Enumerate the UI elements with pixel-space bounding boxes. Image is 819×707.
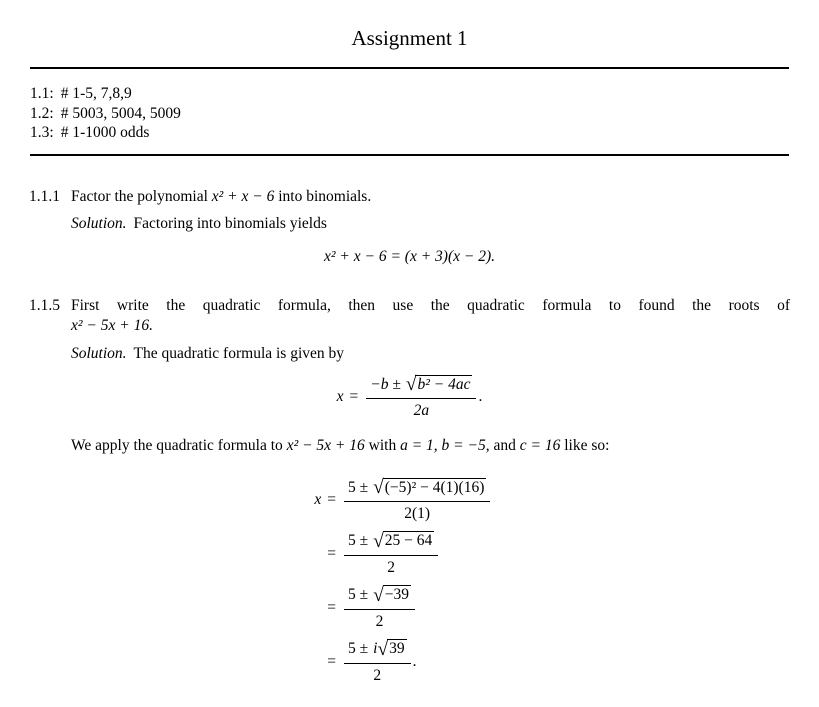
syllabus-item-text: # 1-1000 odds <box>60 124 150 142</box>
syllabus-item <box>30 104 789 124</box>
square-root <box>405 374 473 396</box>
problem-1-1-5 <box>29 296 790 685</box>
equation-lhs <box>308 490 336 510</box>
fraction-numerator <box>344 530 438 555</box>
solution-label: Solution. <box>71 214 127 232</box>
statement-text: First write the quadratic formula, then use the quadratic formula to found the roots of <box>71 297 790 315</box>
fraction <box>366 374 476 421</box>
fraction-numerator <box>366 374 476 399</box>
quadratic-formula-equation <box>29 374 790 421</box>
lhs-variable: x <box>336 387 344 405</box>
problem-1-1-1 <box>29 187 790 267</box>
radicand: (−5)² − 4(1)(16) <box>384 478 485 496</box>
derivation-row-3 <box>308 584 790 631</box>
solution-text: Factoring into binomials yields <box>133 214 327 232</box>
syllabus-item-label: 1.1: <box>30 85 54 103</box>
radicand: 25 − 64 <box>384 532 433 550</box>
syllabus-item-label: 1.2: <box>30 104 54 122</box>
radical-sign: √ <box>373 531 383 553</box>
syllabus-item <box>30 84 789 104</box>
apply-text: with <box>364 437 401 455</box>
square-root <box>373 477 486 499</box>
derivation-block <box>308 477 790 685</box>
numerator-prefix: 5 ± <box>348 478 369 496</box>
equation-period: . <box>412 652 417 670</box>
fraction-numerator <box>344 638 411 663</box>
problem-statement-row <box>29 296 790 336</box>
radicand: −39 <box>384 586 410 604</box>
problem-statement-row <box>29 187 790 207</box>
problem-number: 1.1.1 <box>29 187 60 205</box>
fraction-denominator: 2a <box>413 402 430 420</box>
syllabus-item <box>30 123 789 143</box>
fraction-numerator <box>344 477 490 502</box>
lhs-variable: x <box>314 490 322 508</box>
inline-math: a = 1, b = −5 <box>400 437 486 455</box>
equals-sign: = <box>327 652 336 670</box>
radical-sign: √ <box>373 584 383 606</box>
numerator-variable: i <box>373 640 378 658</box>
solution-label: Solution. <box>71 344 127 362</box>
radicand: 39 <box>389 640 405 658</box>
solution-paragraph <box>71 344 790 364</box>
radical-sign: √ <box>377 638 388 660</box>
equals-sign: = <box>327 598 336 616</box>
problem-statement <box>71 187 790 207</box>
solution-paragraph <box>71 214 790 234</box>
fraction <box>344 477 490 524</box>
fraction-denominator: 2 <box>373 666 382 684</box>
problem-statement <box>71 296 790 336</box>
fraction-denominator: 2 <box>387 558 395 576</box>
bottom-rule <box>30 154 789 156</box>
syllabus-item-text: # 5003, 5004, 5009 <box>60 104 181 122</box>
fraction-denominator: 2 <box>375 612 384 630</box>
inline-math: x² + x − 6 <box>211 187 275 205</box>
derivation-row-2 <box>308 530 790 577</box>
square-root <box>377 638 406 660</box>
apply-paragraph <box>71 436 790 456</box>
inline-math: x² − 5x + 16 <box>286 437 365 455</box>
square-root <box>373 531 434 553</box>
apply-text: We apply the quadratic formula to <box>71 437 287 455</box>
fraction-numerator <box>344 584 415 609</box>
fraction-denominator: 2(1) <box>404 505 431 523</box>
statement-text: Factor the polynomial <box>71 187 212 205</box>
numerator-prefix: 5 ± <box>348 586 369 604</box>
equals-sign: = <box>349 387 359 405</box>
equals-sign: = <box>327 490 336 508</box>
top-rule <box>30 67 789 69</box>
statement-line-1 <box>71 296 790 316</box>
apply-text: , and <box>485 437 520 455</box>
fraction <box>344 530 438 577</box>
radicand: b² − 4ac <box>417 375 471 393</box>
fraction <box>344 638 411 685</box>
radical-sign: √ <box>373 477 383 499</box>
display-equation <box>29 247 790 267</box>
equation-lhs <box>337 387 359 407</box>
inline-math: x² + x − 6 = (x + 3)(x − 2). <box>324 248 495 266</box>
page-title: Assignment 1 <box>351 26 468 50</box>
equation-lhs <box>308 652 336 672</box>
derivation-row-4 <box>308 638 790 685</box>
apply-text: like so: <box>560 437 610 455</box>
syllabus-item-label: 1.3: <box>30 124 54 142</box>
syllabus-item-text: # 1-5, 7,8,9 <box>60 85 132 103</box>
statement-text: into binomials. <box>274 187 372 205</box>
equation-lhs <box>308 598 336 618</box>
square-root <box>373 584 411 606</box>
syllabus-list <box>30 84 789 143</box>
equation-period: . <box>478 387 483 405</box>
derivation-row-1 <box>308 477 790 524</box>
problem-number: 1.1.5 <box>29 297 60 315</box>
inline-math: c = 16 <box>519 437 561 455</box>
inline-math: x² − 5x + 16. <box>71 317 153 335</box>
numerator-prefix: 5 ± <box>348 640 369 658</box>
equation-lhs <box>308 544 336 564</box>
numerator-prefix: 5 ± <box>348 532 369 550</box>
statement-line-2 <box>71 316 790 336</box>
radical-sign: √ <box>405 374 416 396</box>
fraction <box>344 584 415 631</box>
solution-text: The quadratic formula is given by <box>133 344 345 362</box>
equals-sign: = <box>327 544 336 562</box>
numerator-prefix: −b ± <box>370 375 401 393</box>
